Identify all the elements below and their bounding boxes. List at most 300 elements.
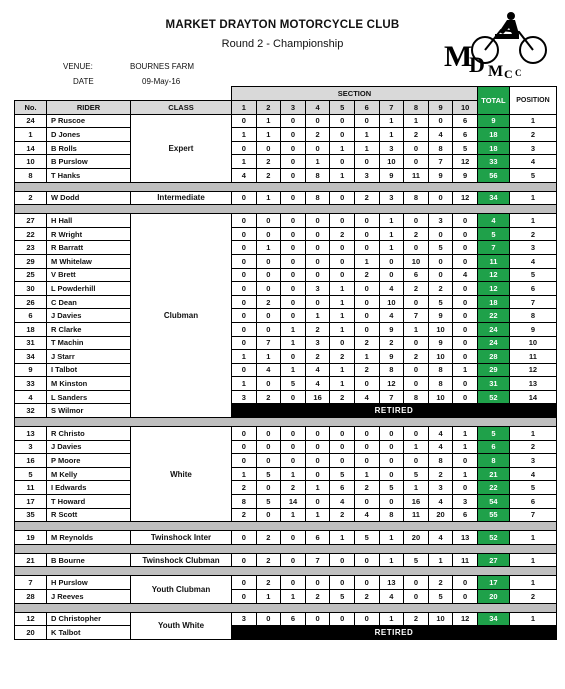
total-score: 56 [477, 168, 509, 182]
finish-position: 1 [509, 612, 556, 626]
rider-name: B Rolls [47, 141, 131, 155]
section-score: 10 [404, 254, 429, 268]
page-subtitle: Round 2 - Championship [221, 38, 344, 50]
section-score: 4 [379, 590, 404, 604]
section-score: 0 [281, 155, 306, 169]
section-score: 1 [404, 440, 429, 454]
section-score: 2 [428, 282, 453, 296]
rider-number: 30 [15, 282, 47, 296]
venue-value: BOURNES FARM [130, 62, 195, 71]
section-score: 0 [453, 282, 478, 296]
finish-position: 1 [509, 553, 556, 567]
total-header: TOTAL [477, 87, 509, 115]
total-score: 33 [477, 155, 509, 169]
total-score: 20 [477, 590, 509, 604]
rider-row [15, 377, 557, 391]
section-score: 1 [281, 363, 306, 377]
rider-name: H Purslow [47, 576, 131, 590]
section-score: 1 [305, 508, 330, 522]
section-score: 10 [428, 350, 453, 364]
total-score: 7 [477, 241, 509, 255]
rider-name: M Kelly [47, 467, 131, 481]
section-score: 2 [379, 336, 404, 350]
section-number-header: 10 [453, 100, 478, 114]
finish-position: 2 [509, 227, 556, 241]
section-score: 2 [428, 467, 453, 481]
rider-name: T Hanks [47, 168, 131, 182]
section-score: 0 [453, 481, 478, 495]
rider-number: 6 [15, 309, 47, 323]
rider-number: 17 [15, 495, 47, 509]
section-score: 5 [256, 495, 281, 509]
rider-number: 13 [15, 427, 47, 441]
section-score: 0 [379, 495, 404, 509]
section-score: 4 [256, 363, 281, 377]
total-score: 5 [477, 427, 509, 441]
section-score: 0 [453, 322, 478, 336]
total-score: 6 [477, 440, 509, 454]
section-score: 1 [232, 155, 257, 169]
total-score: 18 [477, 295, 509, 309]
section-score: 2 [404, 282, 429, 296]
section-score: 11 [404, 168, 429, 182]
section-score: 0 [428, 191, 453, 205]
section-score: 0 [232, 309, 257, 323]
section-score: 3 [232, 390, 257, 404]
section-score: 10 [379, 155, 404, 169]
position-header: POSITION [509, 87, 556, 115]
finish-position: 6 [509, 282, 556, 296]
section-number-header: 6 [354, 100, 379, 114]
finish-position: 4 [509, 155, 556, 169]
rider-number: 24 [15, 114, 47, 128]
section-score: 2 [305, 590, 330, 604]
rider-name: V Brett [47, 268, 131, 282]
section-score: 1 [453, 440, 478, 454]
total-score: 22 [477, 481, 509, 495]
total-score: 18 [477, 141, 509, 155]
section-score: 13 [453, 531, 478, 545]
section-score: 0 [453, 309, 478, 323]
section-score: 0 [232, 531, 257, 545]
section-number-header: 5 [330, 100, 355, 114]
section-score: 1 [232, 350, 257, 364]
rider-number: 20 [15, 626, 47, 640]
section-score: 2 [354, 336, 379, 350]
section-score: 0 [453, 214, 478, 228]
rider-row [15, 141, 557, 155]
rider-name: S Wilmor [47, 404, 131, 418]
section-score: 0 [305, 454, 330, 468]
logo-letter-d: D [469, 52, 485, 77]
section-score: 0 [404, 427, 429, 441]
section-score: 0 [404, 214, 429, 228]
class-header: CLASS [131, 100, 232, 114]
rider-row [15, 214, 557, 228]
section-score: 1 [354, 141, 379, 155]
section-score: 11 [404, 508, 429, 522]
total-score: 31 [477, 377, 509, 391]
section-score: 0 [379, 440, 404, 454]
section-score: 4 [330, 495, 355, 509]
total-score: 28 [477, 350, 509, 364]
section-score: 1 [354, 467, 379, 481]
section-score: 5 [354, 531, 379, 545]
section-score: 2 [354, 191, 379, 205]
total-score: 24 [477, 322, 509, 336]
section-score: 0 [305, 214, 330, 228]
section-score: 0 [281, 214, 306, 228]
section-score: 0 [453, 295, 478, 309]
section-score: 0 [256, 141, 281, 155]
venue-label: VENUE: [63, 62, 93, 71]
section-score: 0 [281, 227, 306, 241]
section-score: 0 [354, 322, 379, 336]
section-score: 3 [379, 141, 404, 155]
total-score: 9 [477, 114, 509, 128]
rider-row [15, 495, 557, 509]
section-score: 3 [305, 282, 330, 296]
finish-position: 2 [509, 440, 556, 454]
section-score: 6 [330, 481, 355, 495]
section-score: 3 [232, 612, 257, 626]
section-score: 2 [404, 227, 429, 241]
rider-row [15, 612, 557, 626]
rider-name: M Whitelaw [47, 254, 131, 268]
section-score: 0 [232, 454, 257, 468]
rider-row [15, 553, 557, 567]
class-name: Clubman [131, 214, 232, 418]
rider-row [15, 155, 557, 169]
section-score: 8 [404, 191, 429, 205]
section-number-header: 3 [281, 100, 306, 114]
total-score: 17 [477, 576, 509, 590]
finish-position: 11 [509, 350, 556, 364]
section-score: 2 [354, 590, 379, 604]
rider-number: 4 [15, 390, 47, 404]
section-score: 0 [281, 191, 306, 205]
finish-position: 2 [509, 128, 556, 142]
rider-name: D Jones [47, 128, 131, 142]
finish-position: 5 [509, 268, 556, 282]
section-score: 0 [354, 576, 379, 590]
total-score: 27 [477, 553, 509, 567]
section-score: 7 [428, 155, 453, 169]
retired-status: RETIRED [232, 404, 557, 418]
section-score: 0 [354, 495, 379, 509]
section-score: 16 [404, 495, 429, 509]
section-score: 0 [305, 612, 330, 626]
finish-position: 1 [509, 214, 556, 228]
section-header: SECTION [232, 87, 478, 101]
section-score: 8 [428, 377, 453, 391]
section-score: 0 [256, 508, 281, 522]
total-score: 12 [477, 268, 509, 282]
club-logo [441, 8, 553, 80]
section-score: 2 [404, 350, 429, 364]
section-score: 1 [305, 481, 330, 495]
section-score: 2 [404, 612, 429, 626]
section-score: 0 [305, 141, 330, 155]
section-score: 0 [354, 214, 379, 228]
rider-row [15, 508, 557, 522]
rider-number: 35 [15, 508, 47, 522]
section-score: 1 [281, 467, 306, 481]
class-separator [15, 544, 557, 553]
section-score: 1 [428, 553, 453, 567]
section-score: 8 [232, 495, 257, 509]
section-score: 0 [330, 553, 355, 567]
section-score: 1 [256, 241, 281, 255]
section-score: 2 [232, 508, 257, 522]
rider-row [15, 481, 557, 495]
section-score: 1 [281, 322, 306, 336]
rider-row [15, 254, 557, 268]
rider-name: K Talbot [47, 626, 131, 640]
section-score: 2 [232, 481, 257, 495]
date-value: 09-May-16 [142, 77, 181, 86]
rider-row [15, 241, 557, 255]
section-score: 9 [379, 168, 404, 182]
section-score: 0 [232, 241, 257, 255]
section-score: 2 [256, 553, 281, 567]
section-score: 0 [404, 155, 429, 169]
section-score: 0 [453, 336, 478, 350]
section-score: 0 [453, 576, 478, 590]
section-score: 0 [305, 254, 330, 268]
finish-position: 4 [509, 467, 556, 481]
rider-name: B Purslow [47, 155, 131, 169]
finish-position: 4 [509, 254, 556, 268]
section-score: 0 [232, 282, 257, 296]
section-score: 1 [330, 141, 355, 155]
header-spacer [15, 87, 232, 101]
class-separator [15, 205, 557, 214]
section-score: 0 [404, 454, 429, 468]
section-number-header: 1 [232, 100, 257, 114]
section-score: 2 [330, 227, 355, 241]
rider-row [15, 363, 557, 377]
section-score: 2 [256, 155, 281, 169]
separator-bar [15, 603, 557, 612]
section-score: 2 [330, 508, 355, 522]
section-score: 12 [453, 191, 478, 205]
section-score: 4 [305, 363, 330, 377]
section-score: 7 [256, 336, 281, 350]
finish-position: 10 [509, 336, 556, 350]
section-score: 5 [256, 467, 281, 481]
section-score: 4 [305, 377, 330, 391]
total-score: 18 [477, 128, 509, 142]
section-score: 0 [330, 155, 355, 169]
section-score: 1 [330, 377, 355, 391]
section-score: 0 [281, 114, 306, 128]
section-score: 2 [354, 481, 379, 495]
section-score: 8 [428, 363, 453, 377]
section-score: 20 [404, 531, 429, 545]
rider-name: R Clarke [47, 322, 131, 336]
total-score: 22 [477, 309, 509, 323]
section-score: 0 [281, 390, 306, 404]
finish-position: 6 [509, 495, 556, 509]
section-score: 4 [354, 508, 379, 522]
section-score: 2 [256, 168, 281, 182]
section-score: 0 [453, 454, 478, 468]
section-score: 2 [281, 481, 306, 495]
section-score: 0 [305, 440, 330, 454]
section-score: 4 [354, 390, 379, 404]
section-score: 0 [330, 241, 355, 255]
rider-number: 5 [15, 467, 47, 481]
total-score: 11 [477, 254, 509, 268]
section-score: 1 [453, 363, 478, 377]
separator-bar [15, 418, 557, 427]
logo-letter-m2: M [488, 63, 504, 80]
section-score: 13 [379, 576, 404, 590]
section-score: 0 [428, 114, 453, 128]
section-number-header: 7 [379, 100, 404, 114]
section-score: 12 [379, 377, 404, 391]
section-score: 0 [354, 227, 379, 241]
section-score: 1 [330, 531, 355, 545]
section-score: 3 [428, 214, 453, 228]
total-score: 52 [477, 390, 509, 404]
section-score: 0 [232, 254, 257, 268]
section-score: 11 [453, 553, 478, 567]
section-number-header: 9 [428, 100, 453, 114]
section-score: 0 [330, 268, 355, 282]
section-score: 6 [404, 268, 429, 282]
total-score: 24 [477, 336, 509, 350]
rider-name: I Talbot [47, 363, 131, 377]
section-score: 0 [281, 268, 306, 282]
section-score: 7 [379, 390, 404, 404]
class-name: Expert [131, 114, 232, 182]
section-score: 0 [354, 377, 379, 391]
results-table [14, 86, 557, 640]
rider-name: J Starr [47, 350, 131, 364]
section-score: 0 [330, 427, 355, 441]
finish-position: 5 [509, 481, 556, 495]
section-score: 9 [453, 168, 478, 182]
rider-number: 23 [15, 241, 47, 255]
section-score: 12 [453, 612, 478, 626]
section-score: 6 [453, 508, 478, 522]
section-score: 0 [281, 531, 306, 545]
section-number-header: 4 [305, 100, 330, 114]
section-score: 0 [281, 553, 306, 567]
finish-position: 1 [509, 531, 556, 545]
total-score: 5 [477, 227, 509, 241]
section-score: 0 [232, 141, 257, 155]
section-score: 1 [379, 612, 404, 626]
rider-row [15, 336, 557, 350]
rider-row [15, 350, 557, 364]
section-score: 0 [330, 612, 355, 626]
finish-position: 7 [509, 508, 556, 522]
section-score: 2 [256, 576, 281, 590]
rider-row [15, 427, 557, 441]
section-score: 20 [428, 508, 453, 522]
section-score: 2 [305, 322, 330, 336]
rider-name: P Ruscoe [47, 114, 131, 128]
section-score: 0 [305, 268, 330, 282]
section-score: 0 [281, 427, 306, 441]
finish-position: 1 [509, 427, 556, 441]
section-score: 2 [256, 390, 281, 404]
section-score: 0 [354, 241, 379, 255]
rider-number: 7 [15, 576, 47, 590]
rider-row [15, 268, 557, 282]
rider-name: R Christo [47, 427, 131, 441]
class-name: Twinshock Inter [131, 531, 232, 545]
section-score: 1 [404, 322, 429, 336]
class-separator [15, 603, 557, 612]
rider-name: W Dodd [47, 191, 131, 205]
section-score: 10 [428, 390, 453, 404]
rider-row [15, 227, 557, 241]
section-score: 0 [281, 309, 306, 323]
rider-name: R Scott [47, 508, 131, 522]
section-score: 3 [428, 481, 453, 495]
section-score: 0 [330, 440, 355, 454]
section-score: 1 [379, 553, 404, 567]
section-score: 4 [428, 440, 453, 454]
section-score: 0 [232, 114, 257, 128]
class-name: Youth White [131, 612, 232, 639]
rider-number: 1 [15, 128, 47, 142]
rider-number: 33 [15, 377, 47, 391]
section-score: 9 [428, 309, 453, 323]
rider-number: 8 [15, 168, 47, 182]
section-score: 0 [232, 576, 257, 590]
section-score: 4 [453, 268, 478, 282]
section-score: 0 [354, 454, 379, 468]
rider-number: 9 [15, 363, 47, 377]
separator-bar [15, 567, 557, 576]
rider-number: 29 [15, 254, 47, 268]
section-score: 0 [232, 440, 257, 454]
section-score: 0 [232, 322, 257, 336]
rider-row [15, 590, 557, 604]
rider-name: J Davies [47, 309, 131, 323]
section-score: 1 [256, 350, 281, 364]
section-score: 0 [256, 377, 281, 391]
rider-row [15, 191, 557, 205]
rider-row [15, 168, 557, 182]
section-score: 6 [281, 612, 306, 626]
section-score: 0 [256, 322, 281, 336]
class-separator [15, 522, 557, 531]
rider-name: R Wright [47, 227, 131, 241]
section-score: 5 [330, 467, 355, 481]
total-score: 34 [477, 612, 509, 626]
section-score: 0 [281, 454, 306, 468]
rider-row [15, 404, 557, 418]
section-score: 2 [330, 390, 355, 404]
rider-row [15, 282, 557, 296]
section-score: 1 [256, 191, 281, 205]
finish-position: 1 [509, 191, 556, 205]
section-score: 0 [354, 114, 379, 128]
section-score: 3 [305, 336, 330, 350]
rider-number: 32 [15, 404, 47, 418]
section-score: 7 [305, 553, 330, 567]
finish-position: 3 [509, 454, 556, 468]
section-score: 0 [256, 268, 281, 282]
finish-position: 12 [509, 363, 556, 377]
section-score: 1 [330, 322, 355, 336]
